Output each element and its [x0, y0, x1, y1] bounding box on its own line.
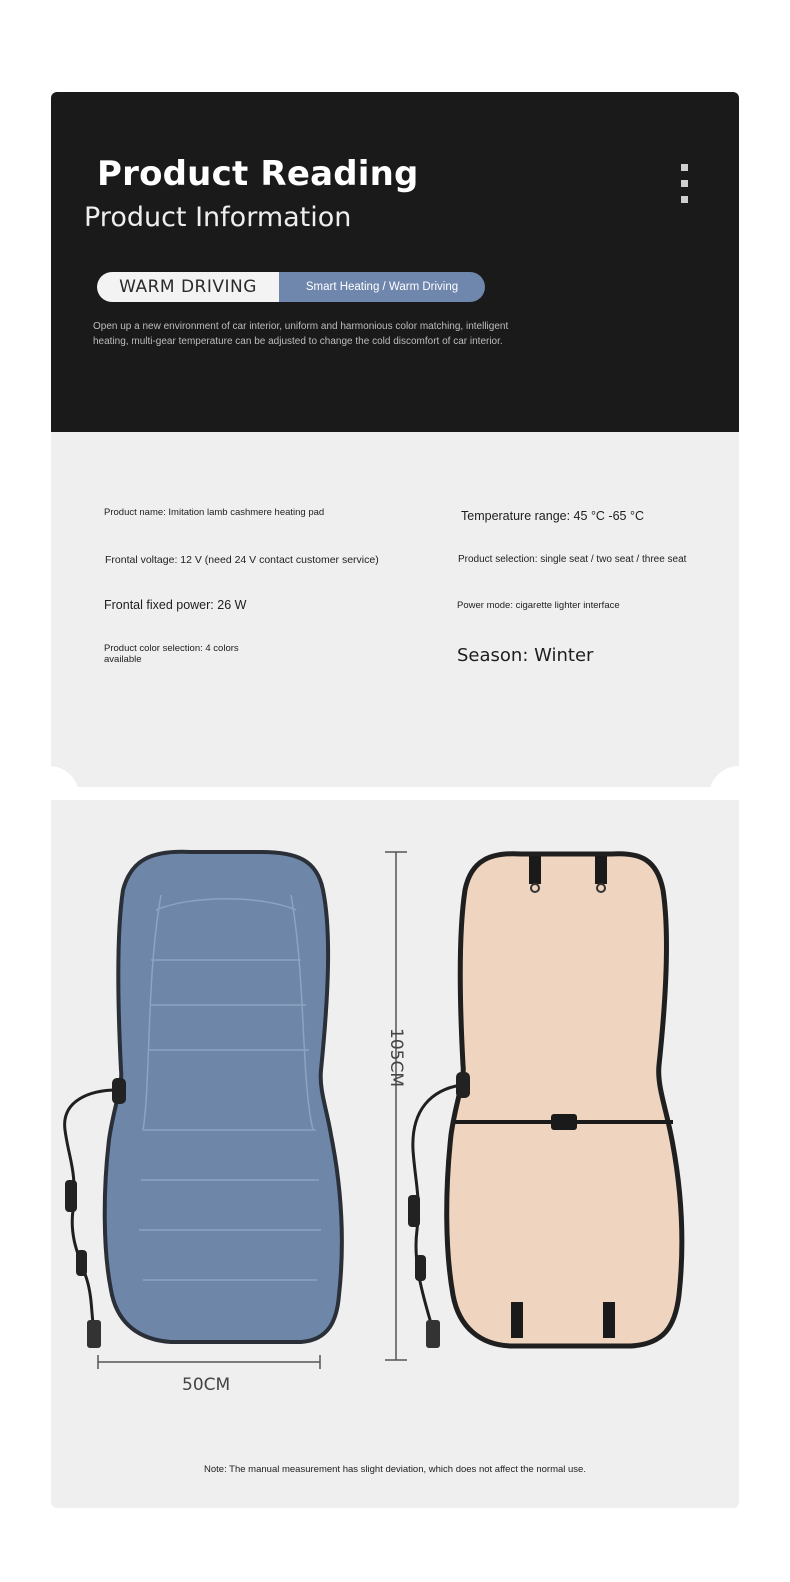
height-dimension-line [385, 852, 407, 1360]
width-dimension-line [98, 1355, 320, 1369]
front-seat-cushion [105, 852, 342, 1342]
back-seat-cushion [447, 854, 682, 1346]
width-dimension-label: 50CM [182, 1375, 231, 1395]
page-title: Product Reading [97, 154, 419, 194]
product-image-section [51, 800, 739, 1508]
seat-cushion-illustration [51, 800, 739, 1400]
feature-tag [97, 272, 485, 302]
feature-tag-description: Smart Heating / Warm Driving [305, 281, 459, 293]
spec-voltage: Frontal voltage: 12 V (need 24 V contact customer service) [105, 554, 379, 566]
vertical-dots-icon [681, 164, 689, 212]
height-dimension-label: 105CM [386, 1028, 406, 1087]
measurement-note: Note: The manual measurement has slight deviation, which does not affect the normal use. [204, 1464, 586, 1475]
specifications-section [51, 432, 739, 787]
header-section [51, 92, 739, 432]
spec-power: Frontal fixed power: 26 W [104, 598, 247, 612]
page-subtitle: Product Information [84, 202, 352, 233]
spec-power-mode: Power mode: cigarette lighter interface [457, 600, 620, 611]
intro-text: Open up a new environment of car interior, uniform and harmonious color matching, intelligent heating, multi-gear temperature can be adjusted to change the cold discomfort of car interior. [93, 321, 509, 347]
spec-season: Season: Winter [457, 645, 594, 666]
spec-temperature-range: Temperature range: 45 °C -65 °C [461, 509, 645, 523]
feature-tag-label: WARM DRIVING [97, 272, 279, 302]
spec-seat-selection: Product selection: single seat / two seat / three seat [458, 554, 687, 565]
spec-product-name: Product name: Imitation lamb cashmere heating pad [104, 507, 325, 518]
spec-color-selection: Product color selection: 4 colors available [104, 643, 239, 665]
